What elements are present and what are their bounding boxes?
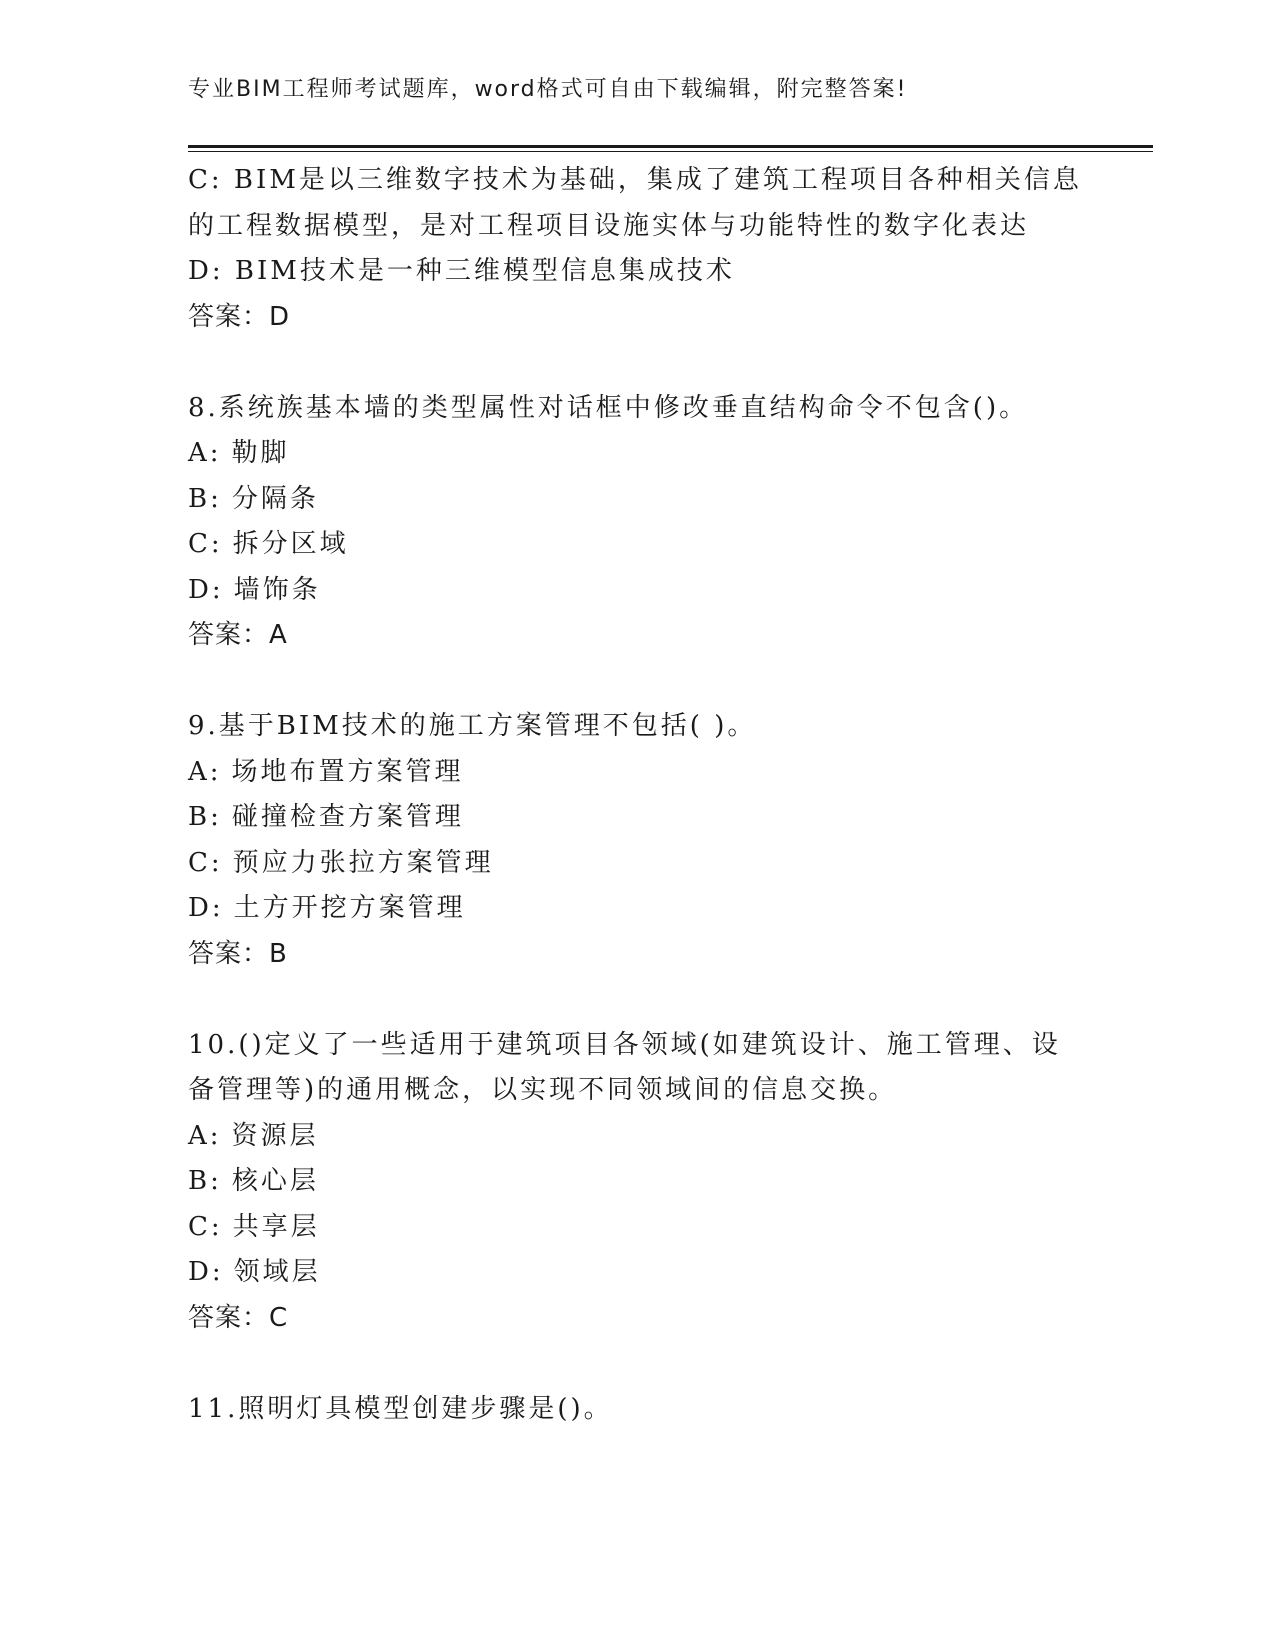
option-text: 场地布置方案管理 [231,756,464,787]
option-b [188,1159,1088,1205]
option-b [188,795,1088,841]
option-text: 预应力张拉方案管理 [232,847,494,878]
spacer [188,340,1088,386]
option-label: D: [188,1257,224,1287]
option-d [188,886,1088,932]
question-stem-line-1: 10.()定义了一些适用于建筑项目各领域(如建筑设计、施工管理、设 [188,1029,1061,1060]
option-d [188,568,1088,614]
option-label: A: [188,1120,222,1151]
question-stem-line-2: 备管理等)的通用概念，以实现不同领域间的信息交换。 [188,1075,898,1105]
question-stem: 11.照明灯具模型创建步骤是()。 [188,1393,613,1424]
option-text: 资源层 [231,1120,319,1151]
question-content [188,158,1088,1432]
option-c-line-2: 的工程数据模型，是对工程项目设施实体与功能特性的数字化表达 [188,210,1030,241]
option-label: D: [188,893,224,923]
option-label: C: [188,529,223,559]
option-label: A: [188,438,222,468]
option-text: 拆分区域 [232,529,349,559]
option-label: B: [188,1166,222,1196]
option-text: 领域层 [233,1257,321,1287]
spacer [188,1341,1088,1387]
option-label: B: [188,483,222,514]
option-c [188,1205,1088,1251]
option-a [188,431,1088,477]
option-c-line-1: C: BIM是以三维数字技术为基础，集成了建筑工程项目各种相关信息 [188,165,1082,195]
header-rule-thick [188,145,1153,148]
spacer [188,659,1088,705]
option-text: 共享层 [232,1211,320,1242]
option-text: 墙饰条 [233,574,321,605]
question-stem: 8.系统族基本墙的类型属性对话框中修改垂直结构命令不包含()。 [188,392,1029,423]
header-rule-thin [188,151,1153,152]
answer: 答案：B [188,938,288,969]
option-d [188,1250,1088,1296]
option-label: D: [188,574,224,605]
option-a [188,750,1088,796]
option-text: 土方开挖方案管理 [233,893,466,923]
answer: 答案：D [188,301,291,332]
question-stem: 9.基于BIM技术的施工方案管理不包括( )。 [188,711,757,741]
option-label: C: [188,847,223,878]
option-d: D: BIM技术是一种三维模型信息集成技术 [188,256,735,286]
option-label: A: [188,756,222,787]
option-label: C: [188,1211,223,1242]
spacer [188,977,1088,1023]
option-c [188,841,1088,887]
option-text: 分隔条 [231,483,319,514]
option-text: 碰撞检查方案管理 [231,802,464,832]
answer: 答案：C [188,1302,289,1333]
option-text: 勒脚 [231,438,290,468]
option-a [188,1114,1088,1160]
option-label: B: [188,802,222,832]
option-c [188,522,1088,568]
answer: 答案：A [188,620,288,650]
option-text: 核心层 [231,1166,319,1196]
option-b [188,477,1088,523]
page-header: 专业BIM工程师考试题库，word格式可自由下载编辑，附完整答案! [188,77,908,102]
